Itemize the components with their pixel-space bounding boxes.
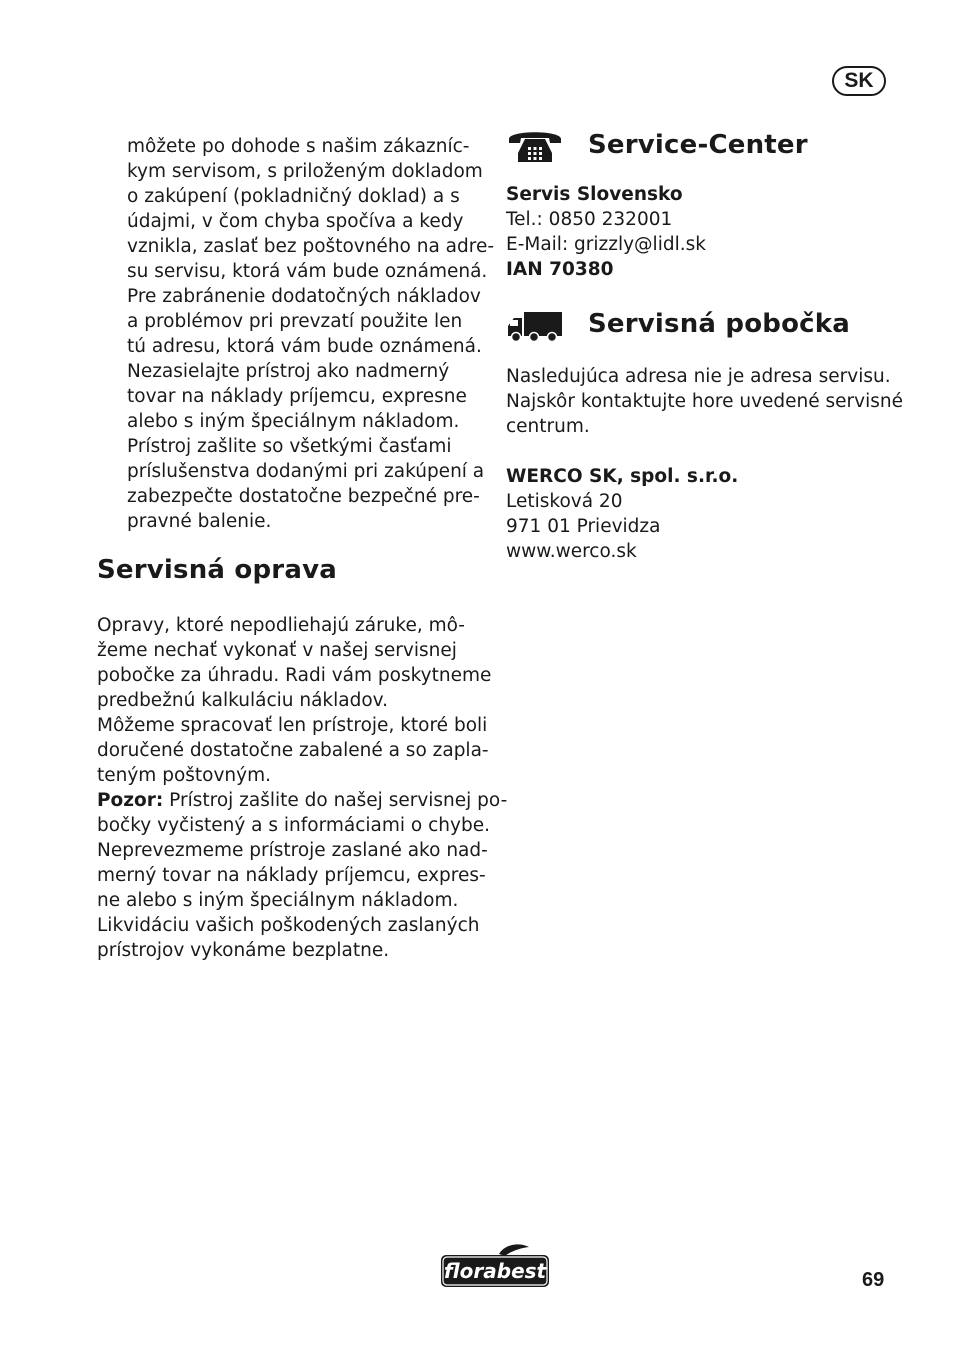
- text-line: Opravy, ktoré nepodliehajú záruke, mô-: [97, 615, 465, 636]
- text-line: príslušenstva dodanými pri zakúpení a: [127, 461, 485, 482]
- text-line: kym servisom, s priloženým dokladom: [127, 161, 483, 182]
- service-center-contact: [506, 182, 906, 282]
- text-line: doručené dostatočne zabalené a so zapla-: [97, 740, 489, 761]
- left-column: [97, 134, 508, 963]
- branch-city: 971 01 Prievidza: [506, 516, 661, 537]
- text-line: pobočke za úhradu. Radi vám poskytneme: [97, 665, 492, 686]
- branch-header: [506, 309, 906, 339]
- text-line: merný tovar na náklady príjemcu, expres-: [97, 865, 486, 886]
- text-line: prístrojov vykonáme bezplatne.: [97, 940, 390, 961]
- text-line: údajmi, v čom chyba spočíva a kedy: [127, 211, 464, 232]
- text-line: o zakúpení (pokladničný doklad) a s: [127, 186, 460, 207]
- text-line: ne alebo s iným špeciálnym nákladom.: [97, 890, 459, 911]
- text-line: zabezpečte dostatočne bezpečné pre-: [127, 486, 480, 507]
- branch-heading: Servisná pobočka: [588, 309, 851, 339]
- text-line: bočky vyčistený a s informáciami o chybe.: [97, 815, 490, 836]
- attention-text: Prístroj zašlite do našej servisnej po-: [163, 790, 508, 811]
- service-name: Servis Slovensko: [506, 184, 683, 205]
- text-line: môžete po dohode s našim zákazníc-: [127, 136, 470, 157]
- truck-icon: [506, 306, 564, 342]
- text-line: teným poštovným.: [97, 765, 272, 786]
- text-line: Nasledujúca adresa nie je adresa servisu.: [506, 366, 891, 387]
- telephone-icon: [506, 127, 564, 163]
- repair-paragraph: [97, 613, 508, 963]
- service-center-header: [506, 130, 906, 160]
- branch-company: WERCO SK, spol. s.r.o.: [506, 466, 739, 487]
- page-number: 69: [862, 1269, 885, 1291]
- logo-text: florabest: [443, 1259, 547, 1283]
- florabest-logo: [439, 1243, 551, 1289]
- text-line: alebo s iným špeciálnym nákladom.: [127, 411, 460, 432]
- text-line: Prístroj zašlite so všetkými časťami: [127, 436, 452, 457]
- text-line: žeme nechať vykonať v našej servisnej: [97, 640, 457, 661]
- attention-label: Pozor:: [97, 790, 164, 811]
- branch-note: [506, 364, 906, 439]
- text-line: Likvidáciu vašich poškodených zaslaných: [97, 915, 480, 936]
- text-line: Nezasielajte prístroj ako nadmerný: [127, 361, 450, 382]
- text-line: centrum.: [506, 416, 590, 437]
- text-line: Najskôr kontaktujte hore uvedené servisné: [506, 391, 903, 412]
- text-line: tú adresu, ktorá vám bude oznámená.: [127, 336, 482, 357]
- text-line: Pre zabránenie dodatočných nákladov: [127, 286, 481, 307]
- language-badge: SK: [832, 66, 886, 96]
- branch-street: Letisková 20: [506, 491, 623, 512]
- text-line: predbežnú kalkuláciu nákladov.: [97, 690, 389, 711]
- text-line: pravné balenie.: [127, 511, 272, 532]
- attention-line: [97, 788, 508, 813]
- text-line: vznikla, zaslať bez poštovného na adre-: [127, 236, 495, 257]
- right-column: [506, 130, 906, 564]
- text-line: a problémov pri prevzatí použite len: [127, 311, 463, 332]
- branch-website: www.werco.sk: [506, 541, 637, 562]
- branch-address: [506, 464, 906, 564]
- repair-heading: Servisná oprava: [97, 555, 337, 585]
- warranty-continuation-paragraph: [97, 134, 495, 534]
- service-email: E-Mail: grizzly@lidl.sk: [506, 234, 706, 255]
- text-line: Neprevezmeme prístroje zaslané ako nad-: [97, 840, 488, 861]
- text-line: su servisu, ktorá vám bude oznámená.: [127, 261, 488, 282]
- service-phone: Tel.: 0850 232001: [506, 209, 673, 230]
- text-line: Môžeme spracovať len prístroje, ktoré boli: [97, 715, 488, 736]
- service-center-heading: Service-Center: [588, 130, 808, 160]
- text-line: tovar na náklady príjemcu, expresne: [127, 386, 467, 407]
- service-ian: IAN 70380: [506, 259, 614, 280]
